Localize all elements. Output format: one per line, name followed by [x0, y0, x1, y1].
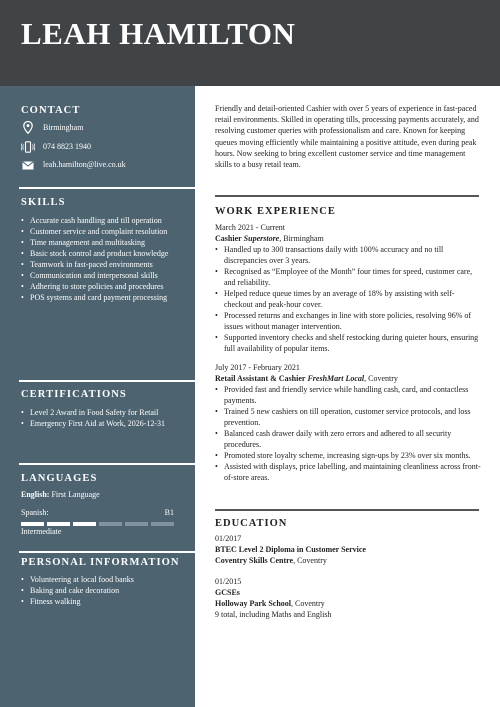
list-item: • Customer service and complaint resolution [21, 226, 195, 237]
job-location: , Coventry [364, 374, 398, 383]
list-item: • Basic stock control and product knowledge [21, 248, 195, 259]
language-spanish-level: Intermediate [21, 527, 62, 536]
list-item: • Handled up to 300 transactions daily with 100% accuracy and no till discrepancies over 3 years. [215, 244, 483, 266]
skills-list [21, 215, 195, 303]
education-location: , Coventry [293, 556, 327, 565]
certifications-section [21, 388, 195, 429]
job-entry [215, 362, 483, 483]
list-item: • Trained 5 new cashiers on till operation, customer service protocols, and loss prevention. [215, 406, 483, 428]
education-entry [215, 576, 479, 620]
personal-list [21, 574, 195, 607]
level-segment [125, 522, 148, 526]
job-entry [215, 222, 483, 354]
phone-icon [21, 141, 35, 153]
list-item: • Promoted store loyalty scheme, increasing sign-ups by 23% over six months. [215, 450, 483, 461]
list-item: • Teamwork in fast-paced environments [21, 259, 195, 270]
divider [19, 463, 195, 465]
divider [19, 187, 195, 189]
location-text: Birmingham [43, 122, 84, 132]
list-item: • Volunteering at local food banks [21, 574, 195, 585]
email-text[interactable]: leah.hamilton@live.co.uk [43, 160, 126, 169]
education-entry [215, 533, 479, 566]
divider [215, 195, 479, 197]
job-role: Retail Assistant & Cashier [215, 374, 306, 383]
job-dates: March 2021 - Current [215, 223, 285, 232]
phone-text[interactable]: 074 8823 1940 [43, 142, 91, 151]
certifications-list [21, 407, 195, 429]
level-segment [151, 522, 174, 526]
list-item: • Time management and multitasking [21, 237, 195, 248]
list-item: • Supported inventory checks and shelf restocking during quieter hours, ensuring full availability of popular items. [215, 332, 483, 354]
list-item: • Communication and interpersonal skills [21, 270, 195, 281]
education-title: EDUCATION [215, 518, 288, 529]
language-english-label: English: [21, 490, 50, 499]
job-bullets [215, 244, 483, 354]
certifications-title: CERTIFICATIONS [21, 389, 127, 400]
list-item: • Level 2 Award in Food Safety for Retail [21, 407, 195, 418]
list-item: • POS systems and card payment processing [21, 292, 195, 303]
divider [19, 551, 195, 553]
skills-section [21, 196, 195, 303]
job-company: Superstore [243, 234, 280, 243]
languages-title: LANGUAGES [21, 473, 98, 484]
divider [215, 509, 479, 511]
job-role: Cashier [215, 234, 242, 243]
education-note: 9 total, including Maths and English [215, 610, 332, 619]
job-bullets [215, 384, 483, 483]
list-item: • Emergency First Aid at Work, 2026-12-31 [21, 418, 195, 429]
language-spanish [21, 508, 174, 518]
education-date: 01/2017 [215, 534, 242, 543]
contact-email[interactable] [21, 160, 126, 170]
job-heading [215, 373, 483, 384]
sidebar [0, 86, 195, 707]
language-spanish-label: Spanish: [21, 508, 49, 517]
level-segment [99, 522, 122, 526]
contact-phone[interactable] [21, 141, 91, 153]
list-item: • Helped reduce queue times by an average of 18% by assisting with self-checkout and peak-hour cover. [215, 288, 483, 310]
language-level-bar [21, 522, 195, 526]
level-segment [73, 522, 96, 526]
contact-section [21, 104, 195, 117]
list-item: • Provided fast and friendly service while handling cash, card, and contactless payments. [215, 384, 483, 406]
list-item: • Accurate cash handling and till operation [21, 215, 195, 226]
level-segment [21, 522, 44, 526]
list-item: • Baking and cake decoration [21, 585, 195, 596]
language-spanish-code: B1 [164, 508, 174, 517]
languages-section [21, 472, 195, 537]
list-item: • Processed returns and exchanges in line with store policies, resolving 96% of issues without manager intervention. [215, 310, 483, 332]
list-item: • Balanced cash drawer daily with zero errors and adhered to all security procedures. [215, 428, 483, 450]
candidate-name: LEAH HAMILTON [21, 16, 296, 51]
language-english-level: First Language [51, 490, 100, 499]
contact-location [21, 121, 83, 134]
education-location: , Coventry [291, 599, 325, 608]
education-qualification: BTEC Level 2 Diploma in Customer Service [215, 545, 366, 554]
education-school: Holloway Park School [215, 599, 292, 608]
education-school: Coventry Skills Centre [215, 556, 294, 565]
list-item: • Recognised as “Employee of the Month” four times for speed, customer care, and reliability. [215, 266, 483, 288]
job-heading [215, 233, 483, 244]
personal-title: PERSONAL INFORMATION [21, 557, 180, 568]
job-location: , Birmingham [279, 234, 324, 243]
education-date: 01/2015 [215, 577, 242, 586]
education-school-line [215, 598, 479, 609]
level-segment [47, 522, 70, 526]
map-pin-icon [21, 121, 35, 134]
list-item: • Fitness walking [21, 596, 195, 607]
profile-summary: Friendly and detail-oriented Cashier with over 5 years of experience in fast-paced retail environments. Skilled in operating tills, processing payments accurately, and resolving customer queries with professionalism and care. Known for keeping queues moving efficiently while maintaining a positive attitude, even during peak hours. Now seeking to bring excellent customer service and time management skills to a busy retail team. [215, 104, 479, 170]
contact-title: CONTACT [21, 105, 81, 116]
list-item: • Adhering to store policies and procedures [21, 281, 195, 292]
experience-title: WORK EXPERIENCE [215, 206, 336, 217]
job-company: FreshMart Local [307, 374, 365, 383]
personal-section [21, 556, 195, 607]
email-icon [21, 161, 35, 170]
education-school-line [215, 555, 479, 566]
divider [19, 380, 195, 382]
language-english [21, 490, 195, 500]
skills-title: SKILLS [21, 197, 66, 208]
job-dates: July 2017 - February 2021 [215, 363, 300, 372]
education-qualification: GCSEs [215, 588, 240, 597]
resume-header [0, 0, 500, 86]
list-item: • Assisted with displays, price labelling, and maintaining cleanliness across front-of-store areas. [215, 461, 483, 483]
